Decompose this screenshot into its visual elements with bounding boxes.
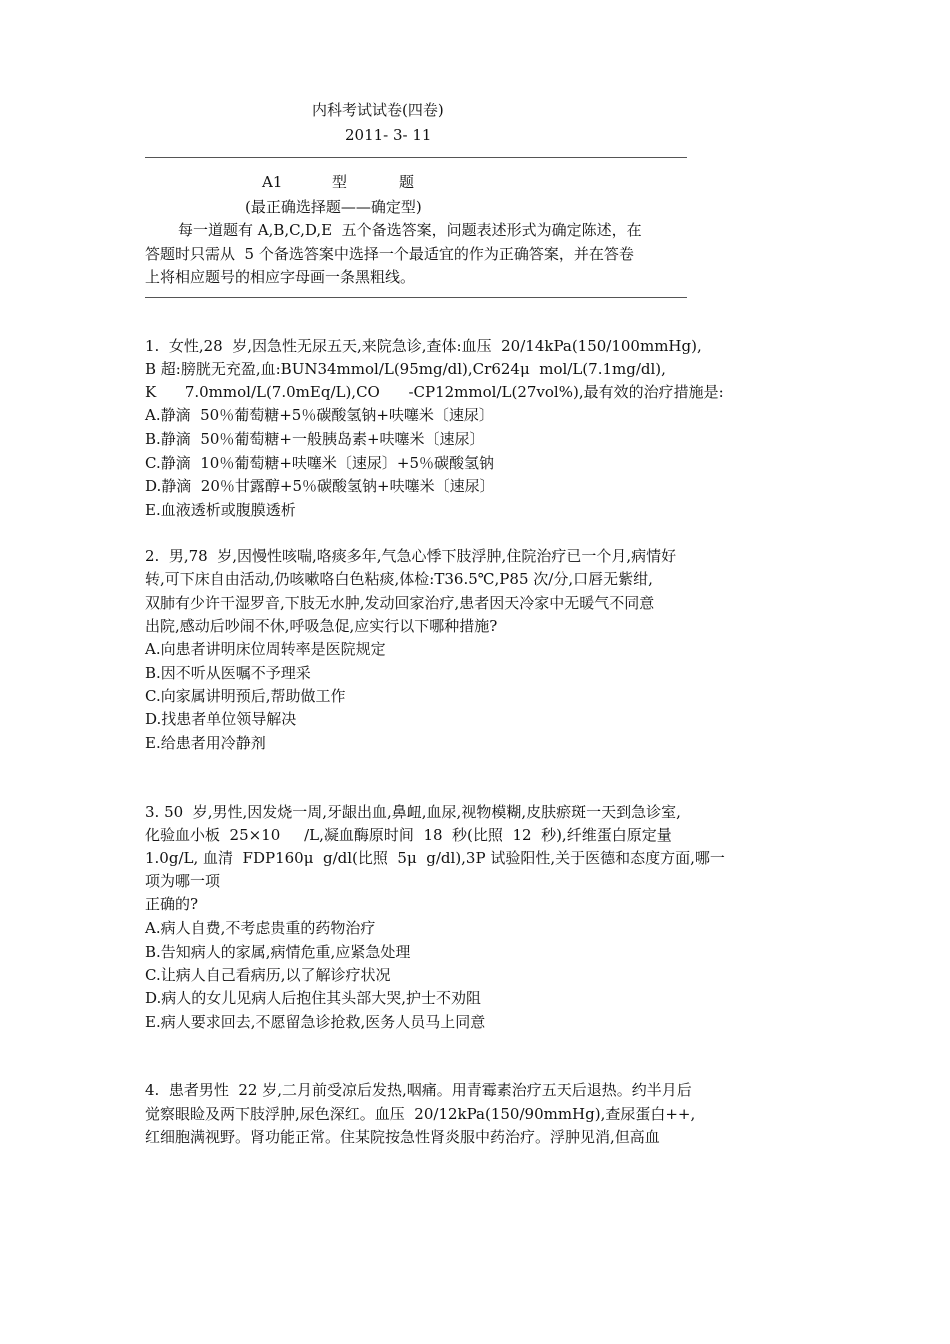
option-a: A.病人自费,不考虑贵重的药物治疗 xyxy=(145,919,376,937)
option-e: E.病人要求回去,不愿留急诊抢救,医务人员马上同意 xyxy=(145,1013,486,1031)
option-e: E.血液透析或腹膜透析 xyxy=(145,501,296,519)
question-stem-line: 项为哪一项 xyxy=(145,872,221,890)
section-type-c: 题 xyxy=(399,173,415,191)
option-b: B.因不听从医嘱不予理采 xyxy=(145,664,311,682)
exam-title: 内科考试试卷(四卷) xyxy=(312,101,444,119)
instruction-line: 上将相应题号的相应字母画一条黑粗线。 xyxy=(145,268,416,286)
option-e: E.给患者用冷静剂 xyxy=(145,734,266,752)
option-b: B.静滴 50％葡萄糖+一般胰岛素+呋噻米〔速尿〕 xyxy=(145,430,485,448)
question-stem-line: 4. 患者男性 22 岁,二月前受凉后发热,咽痛。用青霉素治疗五天后退热。约半月后 xyxy=(145,1081,692,1099)
question-stem-line: B 超:膀胱无充盈,血:BUN34mmol/L(95mg/dl),Cr624μ mol/L(7.1mg/dl), xyxy=(145,360,666,378)
instruction-line: 答题时只需从 5 个备选答案中选择一个最适宜的作为正确答案，并在答卷 xyxy=(145,245,634,263)
question-stem-line: 双肺有少许干湿罗音,下肢无水肿,发动回家治疗,患者因天冷家中无暖气不同意 xyxy=(145,594,655,612)
exam-date: 2011- 3- 11 xyxy=(345,126,432,144)
option-c: C.让病人自己看病历,以了解诊疗状况 xyxy=(145,966,391,984)
section-subtitle: (最正确选择题——确定型) xyxy=(245,198,422,216)
option-c: C.向家属讲明预后,帮助做工作 xyxy=(145,687,346,705)
question-stem-line: 觉察眼睑及两下肢浮肿,尿色深红。血压 20/12kPa(150/90mmHg),查尿蛋白++, xyxy=(145,1105,696,1123)
divider-bottom xyxy=(145,297,687,298)
option-d: D.病人的女儿见病人后抱住其头部大哭,护士不劝阻 xyxy=(145,989,482,1007)
section-type-b: 型 xyxy=(332,173,348,191)
option-a: A.静滴 50％葡萄糖+5％碳酸氢钠+呋噻米〔速尿〕 xyxy=(145,406,494,424)
divider-top xyxy=(145,157,687,158)
question-stem-line: 化验血小板 25×10 /L,凝血酶原时间 18 秒(比照 12 秒),纤维蛋白原定量 xyxy=(145,826,672,844)
section-type-a: A1 xyxy=(262,173,283,191)
question-stem-line: 正确的? xyxy=(145,895,199,913)
instruction-line: 每一道题有 A,B,C,D,E 五个备选答案，问题表述形式为确定陈述，在 xyxy=(178,221,642,239)
question-stem-line: 出院,感动后吵闹不休,呼吸急促,应实行以下哪种措施? xyxy=(145,617,498,635)
question-stem-line: 转,可下床自由活动,仍咳嗽咯白色粘痰,体检:T36.5℃,P85 次/分,口唇无紫绀, xyxy=(145,570,653,588)
question-stem-line: 3. 50 岁,男性,因发烧一周,牙龈出血,鼻衄,血尿,视物模糊,皮肤瘀斑一天到急诊室, xyxy=(145,803,681,821)
question-stem-line: 2. 男,78 岁,因慢性咳喘,咯痰多年,气急心悸下肢浮肿,住院治疗已一个月,病情好 xyxy=(145,547,677,565)
option-b: B.告知病人的家属,病情危重,应紧急处理 xyxy=(145,943,411,961)
question-stem-line: 1.0g/L, 血清 FDP160μ g/dl(比照 5μ g/dl),3P 试验阳性,关于医德和态度方面,哪一 xyxy=(145,849,725,867)
option-c: C.静滴 10％葡萄糖+呋噻米〔速尿〕+5％碳酸氢钠 xyxy=(145,454,495,472)
option-a: A.向患者讲明床位周转率是医院规定 xyxy=(145,640,386,658)
option-d: D.静滴 20％甘露醇+5％碳酸氢钠+呋噻米〔速尿〕 xyxy=(145,477,495,495)
question-stem-line: 红细胞满视野。肾功能正常。住某院按急性肾炎服中药治疗。浮肿见消,但高血 xyxy=(145,1128,660,1146)
option-d: D.找患者单位领导解决 xyxy=(145,710,297,728)
question-stem-line: K 7.0mmol/L(7.0mEq/L),CO -CP12mmol/L(27vol%),最有效的治疗措施是: xyxy=(145,383,724,401)
question-stem-line: 1. 女性,28 岁,因急性无尿五天,来院急诊,查体:血压 20/14kPa(150/100mmHg), xyxy=(145,337,702,355)
